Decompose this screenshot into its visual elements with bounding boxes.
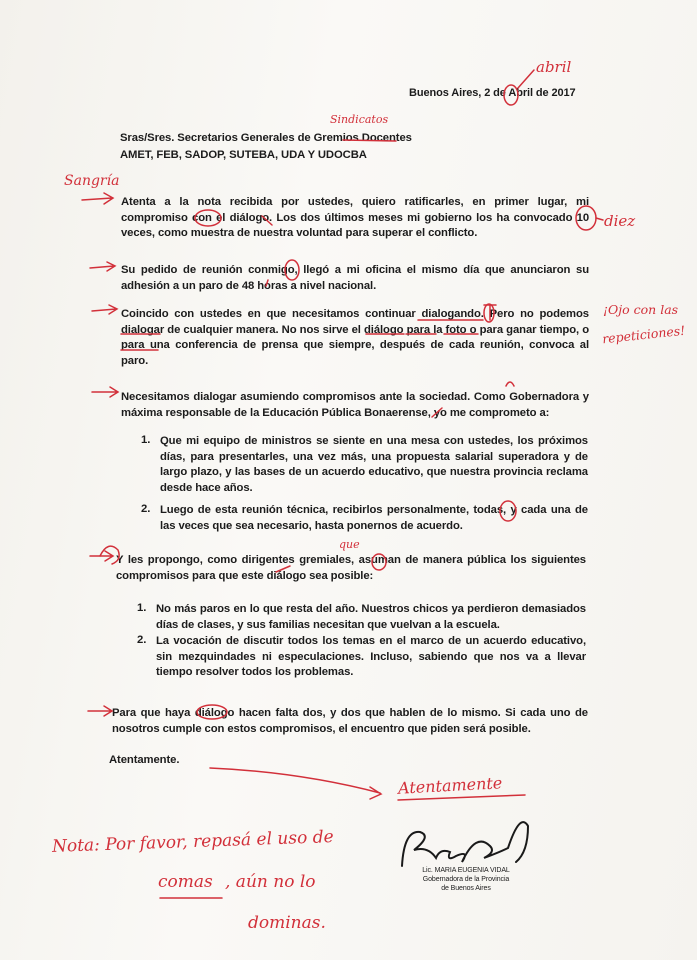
strike-este [276,566,290,572]
paragraph-1: Atenta a la nota recibida por ustedes, quiero ratificarles, en primer lugar, mi compromiso con el diálogo. Los dos últimos meses mi gobierno los ha convocado 10 veces, como muestra de nuestra voluntad para superar el conflicto. [121,196,589,239]
annotation-sindicatos: Sindicatos [330,113,389,126]
arrow-paragraph-6 [88,706,112,716]
signer-province: de Buenos Aires [441,885,491,892]
annotation-ojo-line-2: repeticiones! [601,322,686,347]
paragraph-4: Necesitamos dialogar asumiendo compromisos ante la sociedad. Como Gobernadora y máxima responsable de la Educación Pública Bonaerense, yo me comprometo a: [121,391,589,419]
circle-dialogo-3 [197,705,227,719]
circle-conmigo-comma [285,260,299,280]
paragraph-5: Y les propongo, como dirigentes gremiales, asuman de manera pública los siguientes compromisos para que este diálogo sea posible: [116,554,586,582]
circle-todas-comma [500,501,516,521]
annotation-atentamente: Atentamente [397,773,503,798]
strike-mi [262,216,272,225]
list1-item-1: Que mi equipo de ministros se siente en una mesa con ustedes, los próximos días, para presentarles, una vez más, una propuesta salarial superadora y de largo plazo, y las bases de un acuerdo educativo, que nuestra provincia reclama desde hace años. [160,435,588,494]
line-to-diez [596,218,603,220]
addressee-line-1: Sras/Sres. Secretarios Generales de Gremios Docentes [120,132,412,144]
caret-a-nivel [266,280,268,286]
arrow-paragraph-3 [92,305,117,314]
arrow-paragraph-4 [92,387,118,397]
annotation-abril: abril [536,58,572,76]
addressee-line-2: AMET, FEB, SADOP, SUTEBA, UDA Y UDOCBA [120,149,367,161]
annotation-nota-line-2: , aún no lo [225,872,316,892]
annotation-sangria: Sangría [64,173,120,189]
paragraph-6: Para que haya diálogo hacen falta dos, y dos que hablen de lo mismo. Si cada uno de nosotros cumple con estos compromisos, el encuentro que piden será posible. [112,707,588,735]
underline-atentamente [398,795,525,800]
signature [402,822,528,866]
strike-gremios [343,140,396,141]
annotation-que: que [339,538,360,551]
arrow-paragraph-2 [90,262,115,271]
signer-title: Gobernadora de la Provincia [422,876,510,883]
paragraph-3: Coincido con ustedes en que necesitamos continuar dialogando. Pero no podemos dialogar de cualquier manera. No nos sirve el diálogo para la foto o para ganar tiempo, o para una conferencia de prensa que siempre, después de cada reunión, convoca al paro. [121,308,589,367]
circle-pero [484,304,494,322]
annotation-nota-line-1: Nota: Por favor, repasá el uso de [51,827,334,857]
list2-number-1: 1. [137,602,147,614]
strike-yo [432,408,442,417]
list1-number-2: 2. [141,503,151,515]
arrow-sangria [82,193,113,204]
paragraph-2: Su pedido de reunión conmigo, llegó a mi oficina el mismo día que anunciaron su adhesión a un paro de 48 horas a nivel nacional. [121,264,589,292]
annotation-nota-line-3: dominas. [248,913,326,933]
circle-dialogo-1 [195,210,221,226]
annotation-nota-comas: comas [158,872,213,892]
list2-number-2: 2. [137,634,147,646]
annotation-ojo-line-1: ¡Ojo con las [603,302,679,317]
list2-item-1: No más paros en lo que resta del año. Nuestros chicos ya perdieron demasiados días de clases, y sus familias necesitan que vuelvan a la escuela. [156,603,586,631]
date-line: Buenos Aires, 2 de Abril de 2017 [409,87,576,99]
circle-10 [576,206,596,230]
line-to-abril [518,70,534,88]
list1-number-1: 1. [141,434,151,446]
closing: Atentamente. [109,754,180,766]
circle-gremiales-comma [372,554,386,570]
circle-date-number [504,85,518,105]
list1-item-2: Luego de esta reunión técnica, recibirlos personalmente, todas, y cada una de las veces que sea necesario, hasta ponernos de acuerdo. [160,504,588,532]
signer-name: Lic. MARIA EUGENIA VIDAL [422,867,510,874]
annotation-diez: diez [604,212,636,230]
caret-gobernadora [506,382,514,386]
arrow-closing [210,768,381,799]
loop-y [100,546,119,564]
list2-item-2: La vocación de discutir todos los temas en el marco de un acuerdo educativo, sin mezquindades ni especulaciones. Incluso, sabiendo que nos va a llevar tiempo resolver todos los problemas. [156,635,586,678]
